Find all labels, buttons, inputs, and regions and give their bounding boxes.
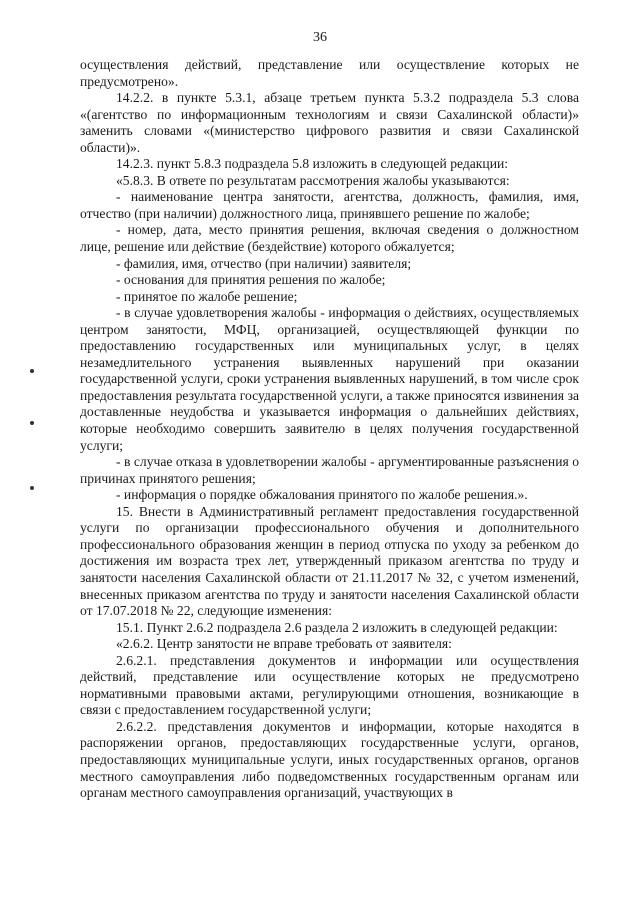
list-item: - в случае отказа в удовлетворении жалобы - аргументированные разъяснения о причинах принятого решения; xyxy=(80,454,579,486)
paragraph: «5.8.3. В ответе по результатам рассмотрения жалобы указываются: xyxy=(116,172,510,188)
list-item: - наименование центра занятости, агентства, должность, фамилия, имя, отчество (при наличии) должностного лица, принявшего решение по жалобе; xyxy=(80,189,579,221)
paragraph: 14.2.2. в пункте 5.3.1, абзаце третьем пункта 5.3.2 подраздела 5.3 слова «(агентство по информационным технологиям и связи Сахалинской области)» заменить словами «(министерство цифрового развития и связи Сахалинской области)». xyxy=(80,90,579,155)
paragraph: «2.6.2. Центр занятости не вправе требовать от заявителя: xyxy=(116,636,452,652)
list-item: - основания для принятия решения по жалобе; xyxy=(116,272,386,288)
paragraph: 15.1. Пункт 2.6.2 подраздела 2.6 раздела 2 изложить в следующей редакции: xyxy=(116,619,558,635)
list-item: - в случае удовлетворения жалобы - информация о действиях, осуществляемых центром занятости, МФЦ, организацией, осуществляющей функции по предоставлению государственных или муниципальных услуг, в целях незамедлительного устранения выявленных нарушений при оказании государственной услуги, сроки устранения выявленных нарушений, в том числе срок предоставления результата государственной услуги, а также приносятся извинения за доставленные неудобства и указывается информация о дальнейших действиях, которые необходимо совершить заявителю в целях получения государственной услуги; xyxy=(80,305,579,453)
paragraph: 2.6.2.1. представления документов и информации или осуществления действий, представление или осуществление которых не предусмотрено нормативными правовыми актами, регулирующими отношения, возникающие в связи с предоставлением государственной услуги; xyxy=(80,652,579,718)
list-item: - фамилия, имя, отчество (при наличии) заявителя; xyxy=(116,255,412,271)
list-item: - номер, дата, место принятия решения, включая сведения о должностном лице, решение или действие (бездействие) которого обжалуется; xyxy=(80,222,579,255)
scan-speck xyxy=(30,421,34,425)
paragraph: 14.2.3. пункт 5.8.3 подраздела 5.8 изложить в следующей редакции: xyxy=(116,156,509,172)
page-number: 36 xyxy=(313,30,327,45)
list-item: - принятое по жалобе решение; xyxy=(116,288,298,304)
scan-speck xyxy=(30,369,34,373)
document-body xyxy=(80,57,579,802)
paragraph: 15. Внести в Административный регламент предоставления государственной услуги по организации профессионального обучения и дополнительного профессионального образования женщин в период отпуска по уходу за ребенком до достижения им возраста трех лет, утвержденный приказом агентства по труду и занятости населения Сахалинской области от 21.11.2017 № 32, с учетом изменений, внесенных приказом агентства по труду и занятости населения Сахалинской области от 17.07.2018 № 22, следующие изменения: xyxy=(80,503,579,619)
list-item: - информация о порядке обжалования принятого по жалобе решения.». xyxy=(116,487,528,503)
paragraph: осуществления действий, представление или осуществление которых не предусмотрено». xyxy=(80,57,579,89)
paragraph: 2.6.2.2. представления документов и информации, которые находятся в распоряжении органов, предоставляющих государственные услуги, органов, предоставляющих муниципальные услуги, иных государственных органов, органов местного самоуправления либо подведомственных государственным органам или органам местного самоуправления организаций, участвующих в xyxy=(80,718,579,801)
scan-speck xyxy=(30,486,34,490)
